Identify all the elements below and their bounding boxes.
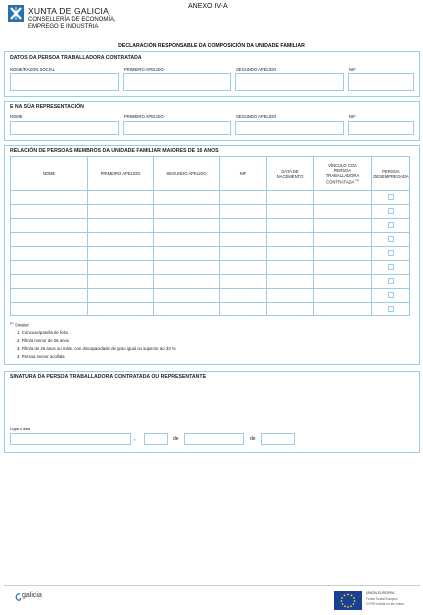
notes-intro [10, 321, 29, 327]
representative-section-title: E NA SÚA REPRESENTACIÓN [10, 104, 84, 110]
row-divider [11, 204, 409, 205]
galicia-swirl-icon [14, 592, 22, 602]
worker-second-surname-field[interactable] [235, 73, 344, 91]
representative-second-surname-field[interactable] [235, 121, 344, 135]
worker-section-title: DATOS DA PERSOA TRABALLADORA CONTRATADA [10, 55, 142, 61]
xunta-logo-icon [8, 5, 24, 22]
representative-second-surname-label: SEGUNDO APELIDO [236, 114, 277, 119]
row-divider [11, 232, 409, 233]
day-field[interactable] [144, 433, 168, 445]
unemployed-checkbox[interactable] [388, 278, 394, 284]
galicia-logo [14, 591, 48, 605]
worker-first-surname-field[interactable] [123, 73, 231, 91]
column-header-relationship [314, 157, 371, 190]
worker-first-surname-label: PRIMEIRO APELIDO [124, 67, 164, 72]
brand-name: XUNTA DE GALICIA [28, 6, 109, 16]
relationship-text [322, 163, 363, 184]
worker-name-label: NOME/RAZÓN SOCIAL [10, 67, 55, 72]
document-title: DECLARACIÓN RESPONSABLE DA COMPOSICIÓN DA UNIDADE FAMILIAR [118, 43, 305, 49]
unemployed-checkbox[interactable] [388, 194, 394, 200]
signature-section-title: SINATURA DA PERSOA TRABALLADORA CONTRATADA OU REPRESENTANTE [10, 374, 207, 380]
department-line-1: CONSELLERÍA DE ECONOMÍA, [28, 17, 116, 23]
header-divider [11, 190, 409, 191]
column-header-name: NOME [42, 171, 56, 176]
annex-label: ANEXO IV-A [188, 3, 228, 10]
eu-flag-icon [334, 591, 362, 610]
note-item: 1. Cónxuxe/parella de feito [17, 330, 69, 335]
representative-first-surname-label: PRIMEIRO APELIDO [124, 114, 164, 119]
worker-second-surname-label: SEGUNDO APELIDO [236, 67, 277, 72]
row-divider [11, 246, 409, 247]
row-divider [11, 302, 409, 303]
representative-nif-field[interactable] [348, 121, 414, 135]
worker-nif-label: NIF [349, 67, 356, 72]
column-header-nif: NIF [239, 171, 247, 176]
eu-slogan-line: O FSE inviste no teu futuro [366, 602, 405, 606]
column-header-first-surname: PRIMEIRO APELIDO [100, 171, 141, 176]
family-members-table [10, 156, 410, 316]
relationship-label: VÍNCULO COA PERSOA TRABALLADORA CONTRATADA [325, 162, 360, 185]
unemployed-checkbox[interactable] [388, 250, 394, 256]
comma-separator: , [134, 436, 136, 442]
unemployed-checkbox[interactable] [388, 264, 394, 270]
row-divider [11, 288, 409, 289]
row-divider [11, 260, 409, 261]
notes-intro-text: Sinalar: [14, 322, 30, 328]
representative-nif-label: NIF [349, 114, 356, 119]
eu-fund-line: Fondo Social Europeo [366, 597, 398, 601]
year-field[interactable] [261, 433, 295, 445]
representative-name-label: NOME [10, 114, 23, 119]
unemployed-checkbox[interactable] [388, 208, 394, 214]
place-field[interactable] [10, 433, 131, 445]
note-item: 4. Persoa menor acollida [17, 354, 65, 359]
galicia-wordmark: galicia [22, 592, 42, 599]
birth-date-text: DATA DE NACEMENTO [276, 168, 304, 179]
row-divider [11, 274, 409, 275]
family-members-title: RELACIÓN DE PERSOAS MEMBROS DA UNIDADE FAMILIAR MAIORES DE 16 ANOS [10, 148, 219, 154]
month-field[interactable] [184, 433, 244, 445]
column-divider [313, 157, 314, 315]
column-divider [87, 157, 88, 315]
column-divider [219, 157, 220, 315]
column-divider [266, 157, 267, 315]
de-label-2: de [250, 436, 256, 442]
column-divider [371, 157, 372, 315]
column-header-birth-date [267, 157, 313, 190]
column-header-second-surname: SEGUNDO APELIDO [166, 171, 207, 176]
note-item: 2. Fillo/a menor de 26 anos [17, 338, 70, 343]
unemployed-checkbox[interactable] [388, 306, 394, 312]
place-date-label: Lugar e data [10, 427, 31, 431]
note-item: 3. Fillo/a de 26 anos ou máis, con discapacidade de grao igual ou superior ao 33 % [17, 346, 176, 351]
relationship-footnote-mark: (1) [355, 177, 359, 182]
representative-first-surname-field[interactable] [123, 121, 231, 135]
eu-title: UNIÓN EUROPEA [366, 591, 395, 595]
unemployed-checkbox[interactable] [388, 222, 394, 228]
department-line-2: EMPREGO E INDUSTRIA [28, 24, 99, 30]
worker-nif-field[interactable] [348, 73, 414, 91]
row-divider [11, 218, 409, 219]
unemployed-checkbox[interactable] [388, 236, 394, 242]
notes-footnote-mark: (1) [10, 321, 14, 325]
de-label-1: de [173, 436, 179, 442]
column-divider [153, 157, 154, 315]
unemployed-text: PERSOA DESEMPREGADA [373, 168, 409, 179]
representative-name-field[interactable] [10, 121, 119, 135]
worker-name-field[interactable] [10, 73, 119, 91]
unemployed-checkbox[interactable] [388, 292, 394, 298]
footer-divider [4, 585, 420, 586]
column-header-unemployed [372, 157, 410, 190]
